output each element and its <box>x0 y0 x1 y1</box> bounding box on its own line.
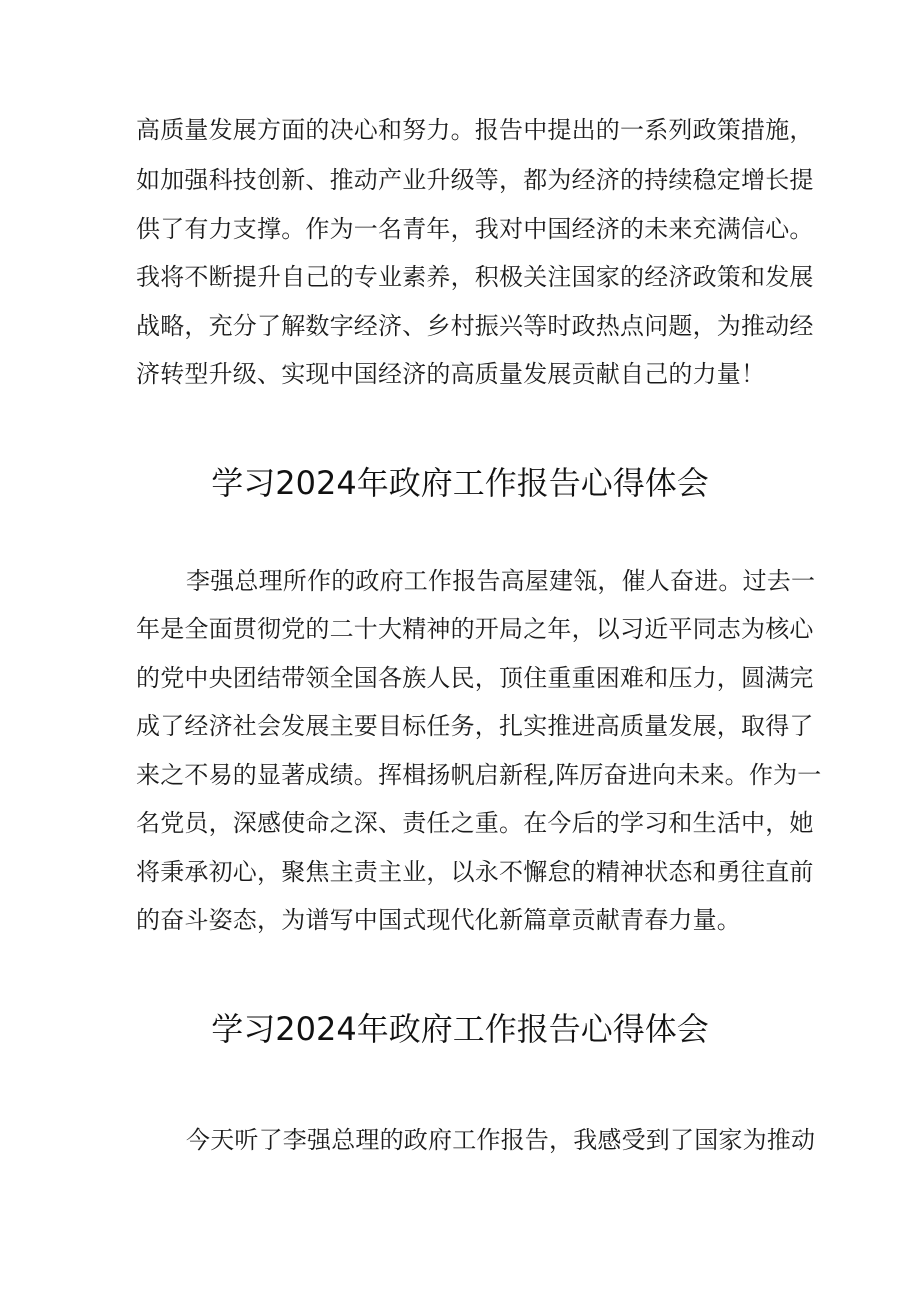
text-line: 高质量发展方面的决心和努力。报告中提出的一系列政策措施， <box>136 116 814 144</box>
text-line: 供了有力支撑。作为一名青年，我对中国经济的未来充满信心。 <box>136 215 814 243</box>
text-line: 来之不易的显著成绩。挥楫扬帆启新程,阵厉奋进向未来。作为一 <box>136 761 822 789</box>
text-line: 名党员，深感使命之深、责任之重。在今后的学习和生活中，她 <box>136 809 814 837</box>
text-line: 将秉承初心，聚焦主责主业，以永不懈怠的精神状态和勇往直前 <box>136 858 814 886</box>
text-line: 李强总理所作的政府工作报告高屋建瓴，催人奋进。过去一 <box>186 567 816 595</box>
text-line: 如加强科技创新、推动产业升级等，都为经济的持续稳定增长提 <box>136 166 814 194</box>
text-line: 我将不断提升自己的专业素养，积极关注国家的经济政策和发展 <box>136 263 814 291</box>
text-line: 成了经济社会发展主要目标任务，扎实推进高质量发展，取得了 <box>136 712 814 740</box>
section-heading: 学习2024年政府工作报告心得体会 <box>211 1010 709 1048</box>
text-line: 济转型升级、实现中国经济的高质量发展贡献自己的力量！ <box>136 360 766 388</box>
text-line: 年是全面贯彻党的二十大精神的开局之年，以习近平同志为核心 <box>136 615 814 643</box>
text-line: 今天听了李强总理的政府工作报告，我感受到了国家为推动 <box>186 1126 816 1154</box>
text-line: 的党中央团结带领全国各族人民，顶住重重困难和压力，圆满完 <box>136 664 814 692</box>
section-heading: 学习2024年政府工作报告心得体会 <box>211 464 709 502</box>
text-line: 战略，充分了解数字经济、乡村振兴等时政热点问题，为推动经 <box>136 312 814 340</box>
text-line: 的奋斗姿态，为谱写中国式现代化新篇章贡献青春力量。 <box>136 906 741 934</box>
